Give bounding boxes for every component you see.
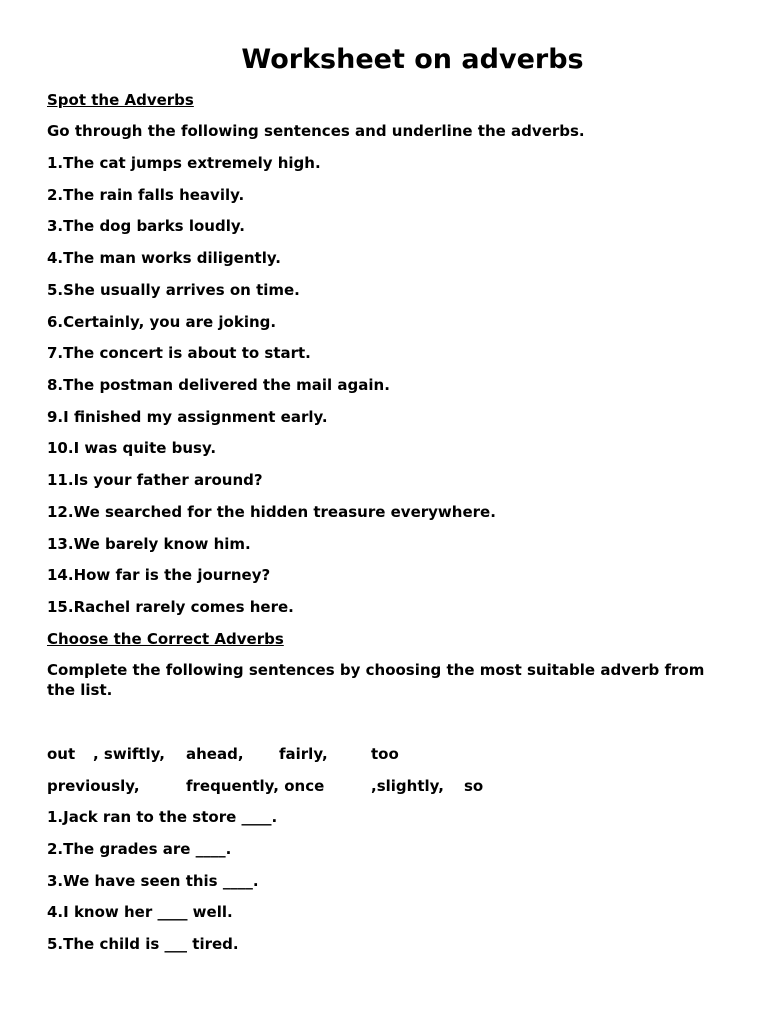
list-item: 9.I finished my assignment early. [47, 408, 328, 426]
section-heading-spot-adverbs: Spot the Adverbs [47, 91, 194, 109]
word-list-entry: previously, [47, 777, 140, 795]
list-item: 1.The cat jumps extremely high. [47, 154, 321, 172]
word-list-entry: fairly, [279, 745, 328, 763]
list-item: 6.Certainly, you are joking. [47, 313, 277, 331]
word-list-entry: ,slightly, [371, 777, 444, 795]
list-item: 10.I was quite busy. [47, 439, 217, 457]
list-item: 5.She usually arrives on time. [47, 281, 300, 299]
word-list-entry: frequently, once [186, 777, 325, 795]
word-list-entry: too [371, 745, 399, 763]
list-item: 1.Jack ran to the store ____. [47, 808, 278, 826]
list-item: 8.The postman delivered the mail again. [47, 376, 390, 394]
list-item: 3.The dog barks loudly. [47, 217, 245, 235]
section-instruction: Complete the following sentences by choosing the most suitable adverb from the list. [47, 661, 705, 699]
list-item: 5.The child is ___ tired. [47, 935, 239, 953]
list-item: 2.The rain falls heavily. [47, 186, 245, 204]
page-title: Worksheet on adverbs [241, 44, 584, 75]
list-item: 13.We barely know him. [47, 535, 251, 553]
list-item: 15.Rachel rarely comes here. [47, 598, 294, 616]
list-item: 2.The grades are ____. [47, 840, 232, 858]
list-item: 11.Is your father around? [47, 471, 263, 489]
list-item: 12.We searched for the hidden treasure everywhere. [47, 503, 496, 521]
section-instruction: Go through the following sentences and underline the adverbs. [47, 122, 585, 140]
word-list-entry: ahead, [186, 745, 244, 763]
list-item: 3.We have seen this ____. [47, 872, 259, 890]
section-heading-choose-adverbs: Choose the Correct Adverbs [47, 630, 284, 648]
list-item: 4.The man works diligently. [47, 249, 281, 267]
word-list-entry: so [464, 777, 484, 795]
word-list-entry: , swiftly, [93, 745, 165, 763]
word-list-entry: out [47, 745, 76, 763]
list-item: 7.The concert is about to start. [47, 344, 311, 362]
list-item: 4.I know her ____ well. [47, 903, 233, 921]
list-item: 14.How far is the journey? [47, 566, 271, 584]
